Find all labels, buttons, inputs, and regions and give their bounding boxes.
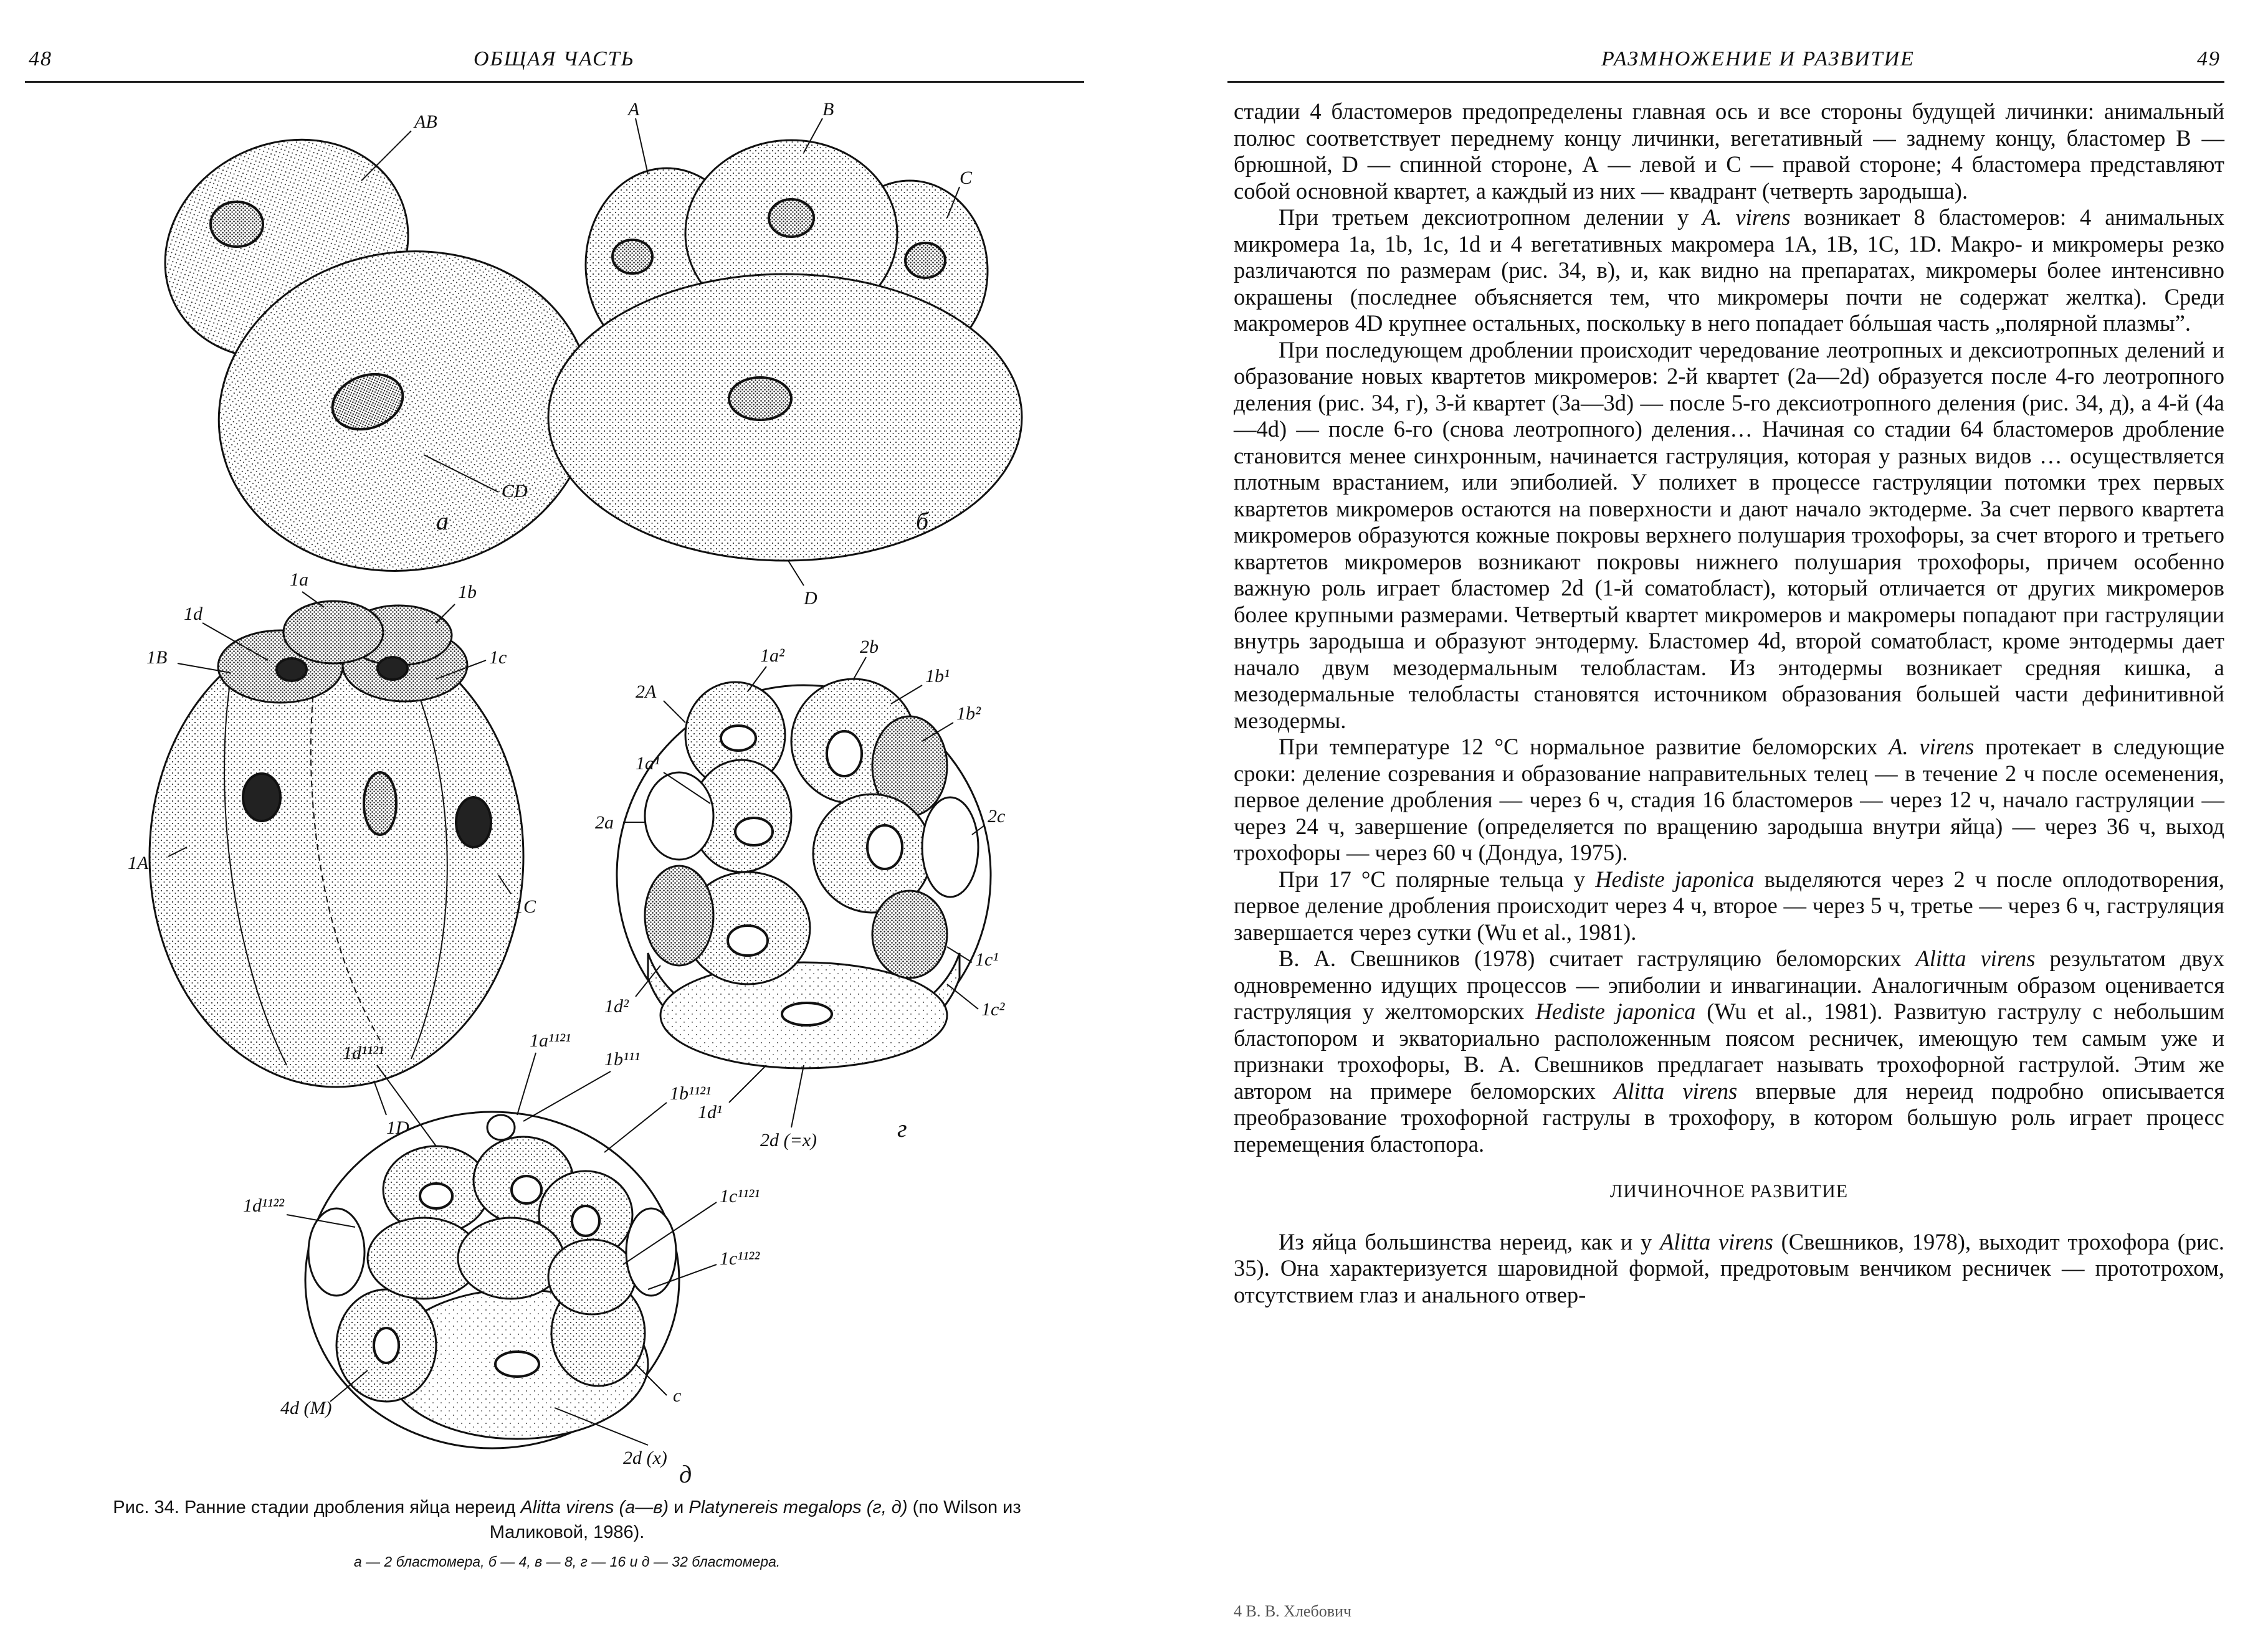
- running-head-title-right: РАЗМНОЖЕНИЕ И РАЗВИТИЕ: [1601, 47, 1915, 70]
- nucleus-d: [729, 377, 791, 420]
- p4-text-b: протекает в следующие сроки: деление созревания и образование направительных телец — в течение 2 ч после осеменения, первое деление дробления — через 6 ч, стадия 16 бластомеров — через 12 ч, начало гаструляции — через 24 ч, завершение (определяется по вращению зародыша внутри яйца) — через 36 ч, выход трохофоры — через 60 ч (Дондуа, 1975).: [1234, 734, 2225, 865]
- leader-2A: [664, 701, 685, 723]
- nucleus-1d: [277, 658, 307, 681]
- nucleus-2d-x: [495, 1352, 539, 1377]
- label-1c2: 1c²: [981, 999, 1005, 1020]
- cell-left-rim: [308, 1208, 364, 1296]
- body-text: [1234, 98, 2224, 1308]
- blastomere-d: [548, 274, 1022, 561]
- nucleus-a: [612, 240, 652, 273]
- p6-text-a: В. А. Свешников (1978) считает гаструляцию беломорских: [1279, 946, 1902, 971]
- label-1a1: 1a¹: [636, 753, 660, 774]
- nucleus-1b1: [827, 731, 862, 776]
- paragraph-3: При последующем дроблении происходит чередование леотропных и дексиотропных делений и образование новых квартетов микромеров: 2-й квартет (2a—2d) образуется после 4-го леотропного деления (рис. 34, г), 3-й квартет (3a—3d) — после 5-го дексиотропного деления (рис. 34, д), а 4-й (4a—4d) — после 6-го (снова леотропного) деления… Начиная со стадии 64 бластомеров дробление становится менее синхронным, начинается гаструляция, которая у разных видов … осуществляется плотным врастанием, или эпиболией. У полихет в процессе гаструляции потомки трех первых квартетов микромеров остаются на поверхности и дают начало эктодерме. За счет первого квартета микромеров образуются кожные покровы верхнего полушария трохофоры, за счет второго и третьего квартетов микромеров возникают покровы нижнего полушария трохофоры, причем особенно важную роль играет бластомер 2d (1-й соматобласт), который отличается от других микромеров более крупными размерами. Четвертый квартет микромеров и макромеры попадают при гаструляции внутрь зародыша и образуют энтодерму. Бластомер 4d, второй соматобласт, кроме энтодермы дает начало двум мезодермальным телобластам. Из энтодермы возникает средняя кишка, а мезодермальные телобласты становятся источником образования большей части дефинитивной мезодермы.: [1234, 336, 2224, 733]
- label-2dx: 2d (x): [623, 1448, 667, 1468]
- p2-species: A. virens: [1702, 204, 1791, 230]
- cleavage-figure: [87, 93, 1084, 1489]
- paragraph-4: [1234, 734, 2224, 866]
- panel-g: [595, 637, 1005, 1150]
- cell-2a: [645, 772, 713, 860]
- p6-text-c: (Wu et al., 1981). Развитую гаструлу с небольшим бластопором и экваториально расположенным поясом ресничек, имеющую тем самым уже и признаки трохофоры, В. А. Свешников предлагает называть трохофорной гаструлой. Этим же автором на примере беломорских: [1234, 999, 2225, 1104]
- micromere-1a: [284, 601, 383, 663]
- nucleus-b: [769, 199, 814, 237]
- leader-2d: [791, 1065, 804, 1127]
- right-page: [1134, 0, 2268, 1632]
- p4-text-a: При температуре 12 °C нормальное развитие беломорских: [1279, 734, 1878, 759]
- p6-species-2: Hediste japonica: [1535, 999, 1696, 1024]
- p2-text-a: При третьем дексиотропном делении у: [1279, 204, 1689, 230]
- label-1A: 1A: [128, 853, 149, 873]
- paragraph-7: [1234, 1229, 2224, 1309]
- caption-species2: Platynereis megalops: [688, 1497, 862, 1517]
- label-2c: 2c: [988, 806, 1006, 827]
- nucleus-1c-macro: [456, 797, 491, 847]
- paragraph-5: [1234, 866, 2224, 946]
- caption-range1: (а—в): [619, 1497, 669, 1517]
- leader-1b111: [523, 1071, 611, 1121]
- p5-text-a: При 17 °C полярные тельца у: [1279, 866, 1586, 892]
- figure-34: [87, 93, 1084, 1489]
- label-1c1: 1c¹: [975, 949, 999, 970]
- p6-species-1: Alitta virens: [1915, 946, 2036, 971]
- panel-letter-a: а: [436, 507, 449, 535]
- leader-1a1121: [517, 1053, 536, 1115]
- leader-2b: [854, 657, 866, 679]
- label-2d: 2d (=x): [760, 1130, 817, 1150]
- label-4d: 4d (M): [280, 1398, 332, 1418]
- caption-prefix: Рис. 34.: [113, 1497, 179, 1517]
- nucleus-4d: [374, 1328, 399, 1363]
- label-1d1121: 1d¹¹²¹: [343, 1043, 384, 1063]
- label-1b1: 1b¹: [925, 666, 950, 686]
- label-2a: 2a: [595, 812, 614, 833]
- label-1b: 1b: [458, 582, 477, 602]
- label-1a1121: 1a¹¹²¹: [530, 1030, 571, 1051]
- nucleus-1d1: [728, 926, 768, 956]
- cell-1c2: [872, 891, 947, 978]
- leader-1b1121: [604, 1103, 667, 1152]
- caption-range2: (г, д): [866, 1497, 908, 1517]
- right-running-head: [1227, 44, 2224, 83]
- leader-1dd: [374, 1081, 386, 1115]
- leader-1d1: [729, 1065, 766, 1103]
- p5-text-b: выделяются через 2 ч после оплодотворения, первое деление дробления происходит через 4 ч, второе — через 5 ч, третье — через 6 ч, гаструляция завершается через сутки (Wu et al., 1981).: [1234, 866, 2224, 945]
- panel-letter-g: г: [897, 1114, 907, 1142]
- panel-letter-d: д: [679, 1460, 692, 1488]
- page-number-left: 48: [29, 47, 52, 70]
- p5-species: Hediste japonica: [1595, 866, 1755, 892]
- leader-a: [636, 118, 648, 174]
- footer-fragment: 4 В. В. Хлебович: [1234, 1602, 1351, 1620]
- nucleus-1a2: [721, 726, 756, 751]
- caption-text1: Ранние стадии дробления яйца нереид: [184, 1497, 516, 1517]
- nucleus-1a1121: [512, 1176, 541, 1203]
- label-1d2: 1d²: [604, 996, 629, 1017]
- paragraph-6: [1234, 946, 2224, 1157]
- nucleus-1d-macro: [364, 772, 396, 835]
- label-1d: 1d: [184, 604, 202, 624]
- label-1c1122: 1c¹¹²²: [720, 1248, 760, 1269]
- panel-d: [243, 1030, 760, 1488]
- nucleus-1d1121: [420, 1184, 452, 1208]
- p2-text-b: возникает 8 бластомеров: 4 анимальных микромера 1a, 1b, 1c, 1d и 4 вегетативных макромера 1A, 1B, 1C, 1D. Макро- и микромеры резко различаются по размерам (рис. 34, в), и, как видно на препаратах, микромеры более интенсивно окрашены (последнее объясняется тем, что микромеры почти не содержат желтка). Среди макромеров 4D крупнее остальных, поскольку в него попадает бóльшая часть „полярной плазмы”.: [1234, 204, 2225, 336]
- panel-letter-b: б: [916, 507, 929, 535]
- nucleus-1a: [243, 774, 280, 821]
- cell-1c1122: [548, 1240, 636, 1314]
- nucleus-c: [905, 243, 945, 278]
- caption-source: (по Wilson из Маликовой, 1986).: [489, 1497, 1021, 1542]
- nucleus-ab: [211, 202, 263, 247]
- polar-cell-1b111: [487, 1115, 515, 1140]
- panel-v: [128, 569, 536, 1152]
- paragraph-2: [1234, 204, 2224, 337]
- label-1a2: 1a²: [760, 645, 784, 666]
- nucleus-1a1: [735, 818, 773, 845]
- cell-1c1121: [458, 1218, 564, 1299]
- p7-text-a: Из яйца большинства нереид, как и у: [1279, 1228, 1652, 1255]
- cell-2c: [922, 797, 978, 897]
- caption-and: и: [674, 1497, 684, 1517]
- label-1b111: 1b¹¹¹: [604, 1049, 640, 1070]
- label-cd: CD: [502, 481, 528, 501]
- nucleus-1c1: [867, 825, 902, 869]
- caption-main: [81, 1495, 1053, 1545]
- figure-caption: [81, 1495, 1053, 1572]
- leader-d: [788, 561, 804, 586]
- leader-ab: [361, 131, 411, 181]
- label-1c1121: 1c¹¹²¹: [720, 1186, 760, 1207]
- label-1a: 1a: [290, 569, 308, 590]
- label-1d1: 1d¹: [698, 1102, 722, 1122]
- label-c: C: [960, 168, 973, 188]
- cell-1d2: [645, 866, 713, 965]
- label-1C: 1C: [514, 896, 536, 917]
- section-subheading: ЛИЧИНОЧНОЕ РАЗВИТИЕ: [1609, 1181, 1849, 1202]
- label-2A: 2A: [636, 681, 657, 702]
- label-c-d: c: [673, 1385, 682, 1406]
- label-b: B: [822, 99, 834, 120]
- p6-species-3: Alitta virens: [1614, 1078, 1738, 1104]
- label-ab: AB: [414, 111, 437, 132]
- label-1c: 1c: [489, 647, 507, 668]
- label-a: A: [628, 99, 640, 120]
- p7-text-b: (Свешников, 1978), выходит трохофора (рис. 35). Она характеризуется шаровидной формой, предротовым венчиком ресничек — прототрохом, отсутствием глаз и анального отвер-: [1234, 1228, 2224, 1307]
- macromere-sphere: [150, 626, 523, 1087]
- label-1b2: 1b²: [956, 703, 981, 724]
- caption-legend: а — 2 бластомера, б — 4, в — 8, г — 16 и д — 32 бластомера.: [353, 1554, 781, 1570]
- running-head-title-left: ОБЩАЯ ЧАСТЬ: [474, 47, 635, 70]
- label-1b1121: 1b¹¹²¹: [670, 1083, 711, 1104]
- panel-a: [129, 100, 617, 600]
- p7-species: Alitta virens: [1660, 1228, 1773, 1255]
- label-1B: 1B: [146, 647, 168, 668]
- label-2b: 2b: [860, 637, 879, 657]
- label-1d1122: 1d¹¹²²: [243, 1195, 284, 1216]
- label-d: D: [804, 588, 817, 609]
- label-1D: 1D: [386, 1117, 409, 1138]
- paragraph-1: стадии 4 бластомеров предопределены главная ось и все стороны будущей личинки: анимальный полюс соответствует переднему концу личинки, вегетативный — заднему концу, бластомер В — брюшной, D — спинной стороне, А — левой и С — правой стороне; 4 бластомера представляют собой основной квартет, а каждый из них — квадрант (четверть зародыша).: [1234, 98, 2224, 204]
- nucleus-1c: [378, 657, 407, 680]
- page-number-right: 49: [2197, 47, 2221, 70]
- p4-species: A. virens: [1889, 734, 1975, 759]
- left-running-head: [25, 44, 1084, 83]
- p6-text-d: впервые для нереид подробно описывается преобразование трохофорной гаструлы в трохофору, в котором большую роль играет процесс перемещения бластопора.: [1234, 1078, 2225, 1157]
- left-page: [0, 0, 1115, 1632]
- caption-species1: Alitta virens: [520, 1497, 614, 1517]
- nucleus-1b1121: [572, 1206, 599, 1236]
- p6-text-b: результатом двух одновременно идущих процессов — эпиболии и инвагинации. Аналогичным образом оценивается гаструляция у желтоморских: [1234, 946, 2224, 1024]
- panel-b: [548, 99, 1022, 609]
- nucleus-2d: [782, 1003, 832, 1025]
